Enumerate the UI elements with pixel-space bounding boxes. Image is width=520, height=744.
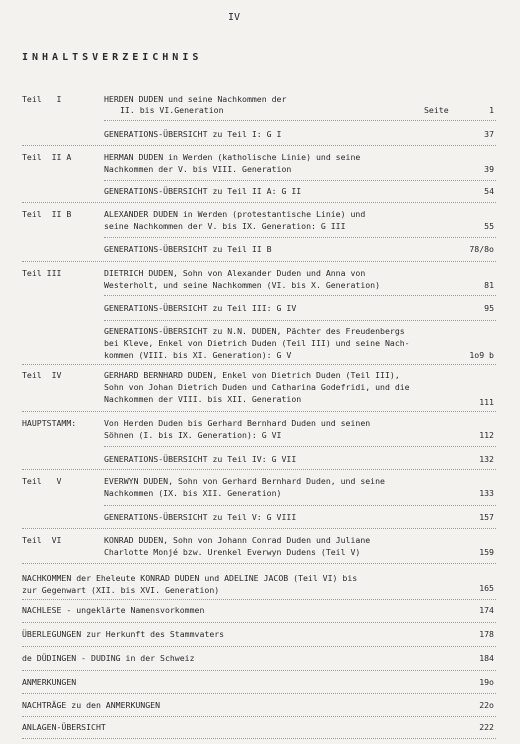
section-label: Teil IV xyxy=(22,370,62,380)
entry-line: Söhnen (I. bis IX. Generation): G VI xyxy=(104,430,282,440)
divider xyxy=(22,738,496,739)
entry-line: HERDEN DUDEN und seine Nachkommen der xyxy=(104,94,287,104)
page-ref: 165 xyxy=(479,583,494,593)
entry-line: GENERATIONS-ÜBERSICHT zu Teil I: G I xyxy=(104,129,282,139)
divider xyxy=(22,599,496,600)
divider xyxy=(104,320,496,321)
page-ref: 157 xyxy=(479,512,494,522)
entry-line: seine Nachkommen der V. bis IX. Generation: G III xyxy=(104,221,346,231)
entry-line: Nachkommen der VIII. bis XII. Generation xyxy=(104,394,302,404)
section-label: Teil VI xyxy=(22,535,62,545)
entry-line: GERHARD BERNHARD DUDEN, Enkel von Dietrich Duden (Teil III), xyxy=(104,370,400,380)
entry-line: GENERATIONS-ÜBERSICHT zu Teil V: G VIII xyxy=(104,512,297,522)
divider xyxy=(22,622,496,623)
page-ref: 112 xyxy=(479,430,494,440)
page-ref: 78/8o xyxy=(469,244,494,254)
entry-line: EVERWYN DUDEN, Sohn von Gerhard Bernhard Duden, und seine xyxy=(104,476,385,486)
entry-line: HERMAN DUDEN in Werden (katholische Linie) und seine xyxy=(104,152,361,162)
entry-line: ANMERKUNGEN xyxy=(22,677,77,687)
entry-line: de DÜDINGEN - DUDING in der Schweiz xyxy=(22,653,195,663)
entry-line: KONRAD DUDEN, Sohn von Johann Conrad Duden und Juliane xyxy=(104,535,371,545)
page-title: INHALTSVERZEICHNIS xyxy=(22,52,203,63)
entry-line: GENERATIONS-ÜBERSICHT zu Teil IV: G VII xyxy=(104,454,297,464)
section-label: Teil III xyxy=(22,268,62,278)
page-ref: 184 xyxy=(479,653,494,663)
seite-label: Seite xyxy=(424,105,449,115)
divider xyxy=(22,646,496,647)
entry-line: NACHTRÄGE zu den ANMERKUNGEN xyxy=(22,700,161,710)
page-ref: 54 xyxy=(484,186,494,196)
entry-line: GENERATIONS-ÜBERSICHT zu Teil II A: G II xyxy=(104,186,302,196)
entry-line: bei Kleve, Enkel von Dietrich Duden (Teil III) und seine Nach- xyxy=(104,338,410,348)
divider xyxy=(104,295,496,296)
entry-line: GENERATIONS-ÜBERSICHT zu Teil III: G IV xyxy=(104,303,297,313)
divider xyxy=(22,528,496,529)
divider xyxy=(22,469,496,470)
entry-line: NACHKOMMEN der Eheleute KONRAD DUDEN und ADELINE JACOB (Teil VI) bis xyxy=(22,573,358,583)
section-label: Teil II B xyxy=(22,209,72,219)
divider xyxy=(104,237,496,238)
entry-line: ANLAGEN-ÜBERSICHT xyxy=(22,722,106,732)
page-ref: 22o xyxy=(479,700,494,710)
page-ref: 174 xyxy=(479,605,494,615)
divider xyxy=(22,411,496,412)
page-ref: 95 xyxy=(484,303,494,313)
entry-line: zur Gegenwart (XII. bis XVI. Generation) xyxy=(22,585,220,595)
divider xyxy=(22,716,496,717)
section-label: Teil V xyxy=(22,476,62,486)
page-number: IV xyxy=(228,12,241,23)
entry-line: ALEXANDER DUDEN in Werden (protestantische Linie) und xyxy=(104,209,366,219)
entry-line: GENERATIONS-ÜBERSICHT zu N.N. DUDEN, Pächter des Freudenbergs xyxy=(104,326,405,336)
divider xyxy=(104,446,496,447)
divider xyxy=(22,563,496,564)
divider xyxy=(22,670,496,671)
divider xyxy=(22,693,496,694)
page-ref: 81 xyxy=(484,280,494,290)
entry-line: Nachkommen (IX. bis XII. Generation) xyxy=(104,488,282,498)
entry-line: Nachkommen der V. bis VIII. Generation xyxy=(104,164,292,174)
divider xyxy=(104,180,496,181)
entry-line: GENERATIONS-ÜBERSICHT zu Teil II B xyxy=(104,244,272,254)
entry-line: ÜBERLEGUNGEN zur Herkunft des Stammvaters xyxy=(22,629,225,639)
divider xyxy=(22,202,496,203)
page-ref: 132 xyxy=(479,454,494,464)
entry-line: II. bis VI.Generation xyxy=(120,105,224,115)
entry-line: Charlotte Monjé bzw. Urenkel Everwyn Dudens (Teil V) xyxy=(104,547,361,557)
page-ref: 19o xyxy=(479,677,494,687)
divider xyxy=(104,120,496,121)
page-ref: 159 xyxy=(479,547,494,557)
divider xyxy=(22,364,496,365)
entry-line: Westerholt, und seine Nachkommen (VI. bis X. Generation) xyxy=(104,280,381,290)
page-ref: 133 xyxy=(479,488,494,498)
divider xyxy=(104,505,496,506)
page-ref: 222 xyxy=(479,722,494,732)
section-label: Teil I xyxy=(22,94,62,104)
entry-line: Von Herden Duden bis Gerhard Bernhard Duden und seinen xyxy=(104,418,371,428)
divider xyxy=(22,145,496,146)
entry-line: kommen (VIII. bis XI. Generation): G V xyxy=(104,350,292,360)
divider xyxy=(22,261,496,262)
page-ref: 1o9 b xyxy=(469,350,494,360)
section-label: Teil II A xyxy=(22,152,72,162)
page-ref: 1 xyxy=(489,105,494,115)
page-ref: 178 xyxy=(479,629,494,639)
page-ref: 111 xyxy=(479,397,494,407)
entry-line: Sohn von Johan Dietrich Duden und Catharina Godefridi, und die xyxy=(104,382,410,392)
page-ref: 55 xyxy=(484,221,494,231)
page-ref: 37 xyxy=(484,129,494,139)
entry-line: DIETRICH DUDEN, Sohn von Alexander Duden und Anna von xyxy=(104,268,366,278)
entry-line: NACHLESE - ungeklärte Namensvorkommen xyxy=(22,605,205,615)
page-ref: 39 xyxy=(484,164,494,174)
section-label: HAUPTSTAMM: xyxy=(22,418,77,428)
